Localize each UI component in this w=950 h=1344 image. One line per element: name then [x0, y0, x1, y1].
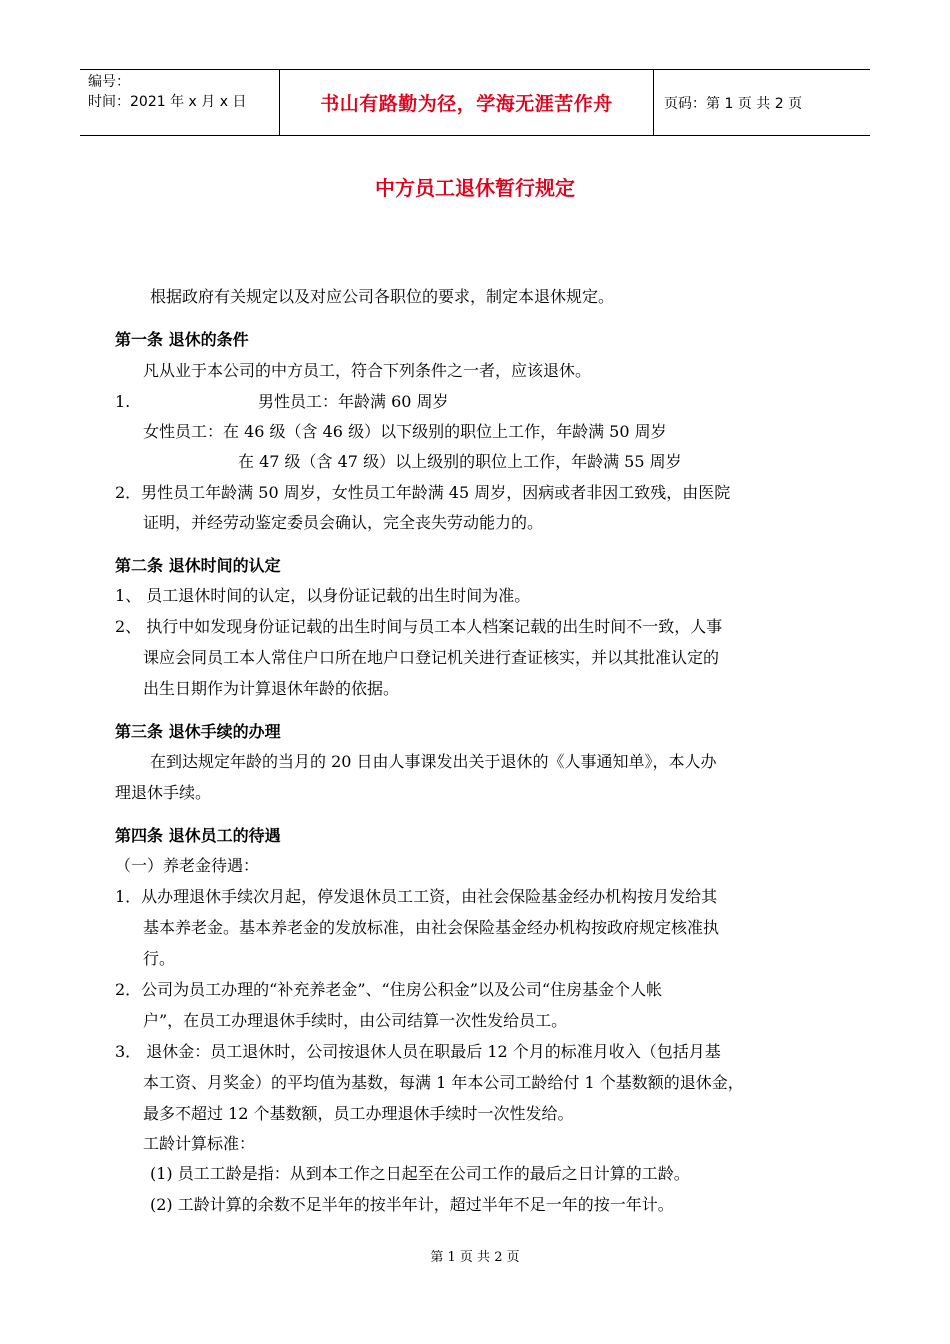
article-1-item-1-number: 1. — [115, 392, 131, 411]
article-4-item-3-line-1: 3． 退休金：员工退休时，公司按退休人员在职最后 12 个月的标准月收入（包括月基 — [115, 1042, 721, 1061]
header-motto: 书山有路勤为径，学海无涯苦作舟 — [280, 70, 654, 135]
article-2-heading: 第二条 退休时间的认定 — [115, 556, 281, 575]
article-1-item-1-male: 男性员工：年龄满 60 周岁 — [258, 392, 449, 411]
article-4-item-3-line-3: 最多不超过 12 个基数额，员工办理退休手续时一次性发给。 — [143, 1104, 574, 1123]
article-1-item-1-female-1: 女性员工：在 46 级（含 46 级）以下级别的职位上工作，年龄满 50 周岁 — [143, 422, 667, 441]
article-3-line-1: 在到达规定年龄的当月的 20 日由人事课发出关于退休的《人事通知单》，本人办 — [150, 752, 717, 771]
article-4-item-1-line-3: 行。 — [143, 949, 176, 968]
article-1-item-2-line-1: 2．男性员工年龄满 50 周岁，女性员工年龄满 45 周岁，因病或者非因工致残，由医院 — [115, 483, 731, 502]
number-label: 编号： — [88, 74, 130, 90]
article-2-item-1: 1、 员工退休时间的认定，以身份证记载的出生时间为准。 — [115, 586, 531, 605]
article-4-item-2-line-2: 户”，在员工办理退休手续时，由公司结算一次性发给员工。 — [143, 1011, 568, 1030]
time-label: 时间：2021 年 x 月 x 日 — [88, 94, 247, 110]
document-title: 中方员工退休暂行规定 — [375, 176, 575, 200]
intro-paragraph: 根据政府有关规定以及对应公司各职位的要求，制定本退休规定。 — [150, 287, 615, 306]
article-4-item-2-line-1: 2．公司为员工办理的“补充养老金”、“住房公积金”以及公司“住房基金个人帐 — [115, 980, 663, 999]
article-4-item-3-line-2: 本工资、月奖金）的平均值为基数，每满 1 年本公司工龄给付 1 个基数额的退休金， — [143, 1073, 744, 1092]
seniority-calc-label: 工龄计算标准： — [143, 1134, 256, 1153]
article-1-item-2-line-2: 证明，并经劳动鉴定委员会确认，完全丧失劳动能力的。 — [143, 513, 544, 532]
header-meta — [80, 70, 280, 135]
article-2-item-2-line-1: 2、 执行中如发现身份证记载的出生时间与员工本人档案记载的出生时间不一致，人事 — [115, 617, 723, 636]
article-4-subheading: （一）养老金待遇： — [115, 856, 260, 875]
article-1-item-1-female-2: 在 47 级（含 47 级）以上级别的职位上工作，年龄满 55 周岁 — [238, 452, 682, 471]
article-3-line-2: 理退休手续。 — [115, 783, 212, 802]
article-2-item-2-line-2: 课应会同员工本人常住户口所在地户口登记机关进行查证核实，并以其批准认定的 — [143, 648, 720, 667]
article-1-heading: 第一条 退休的条件 — [115, 330, 249, 349]
seniority-calc-rule-1: (1) 员工工龄是指：从到本工作之日起至在公司工作的最后之日计算的工龄。 — [150, 1164, 690, 1183]
article-4-item-1-line-2: 基本养老金。基本养老金的发放标准，由社会保险基金经办机构按政府规定核准执 — [143, 918, 720, 937]
article-2-item-2-line-3: 出生日期作为计算退休年龄的依据。 — [143, 679, 400, 698]
header-page-number: 页码：第 1 页 共 2 页 — [664, 95, 803, 112]
header-table — [80, 69, 870, 136]
seniority-calc-rule-2: (2) 工龄计算的余数不足半年的按半年计，超过半年不足一年的按一年计。 — [150, 1195, 674, 1214]
page-footer: 第 1 页 共 2 页 — [430, 1250, 520, 1265]
article-1-paragraph: 凡从业于本公司的中方员工，符合下列条件之一者，应该退休。 — [143, 361, 592, 380]
article-4-item-1-line-1: 1．从办理退休手续次月起，停发退休员工工资，由社会保险基金经办机构按月发给其 — [115, 887, 718, 906]
article-4-heading: 第四条 退休员工的待遇 — [115, 826, 281, 845]
article-3-heading: 第三条 退休手续的办理 — [115, 722, 281, 741]
